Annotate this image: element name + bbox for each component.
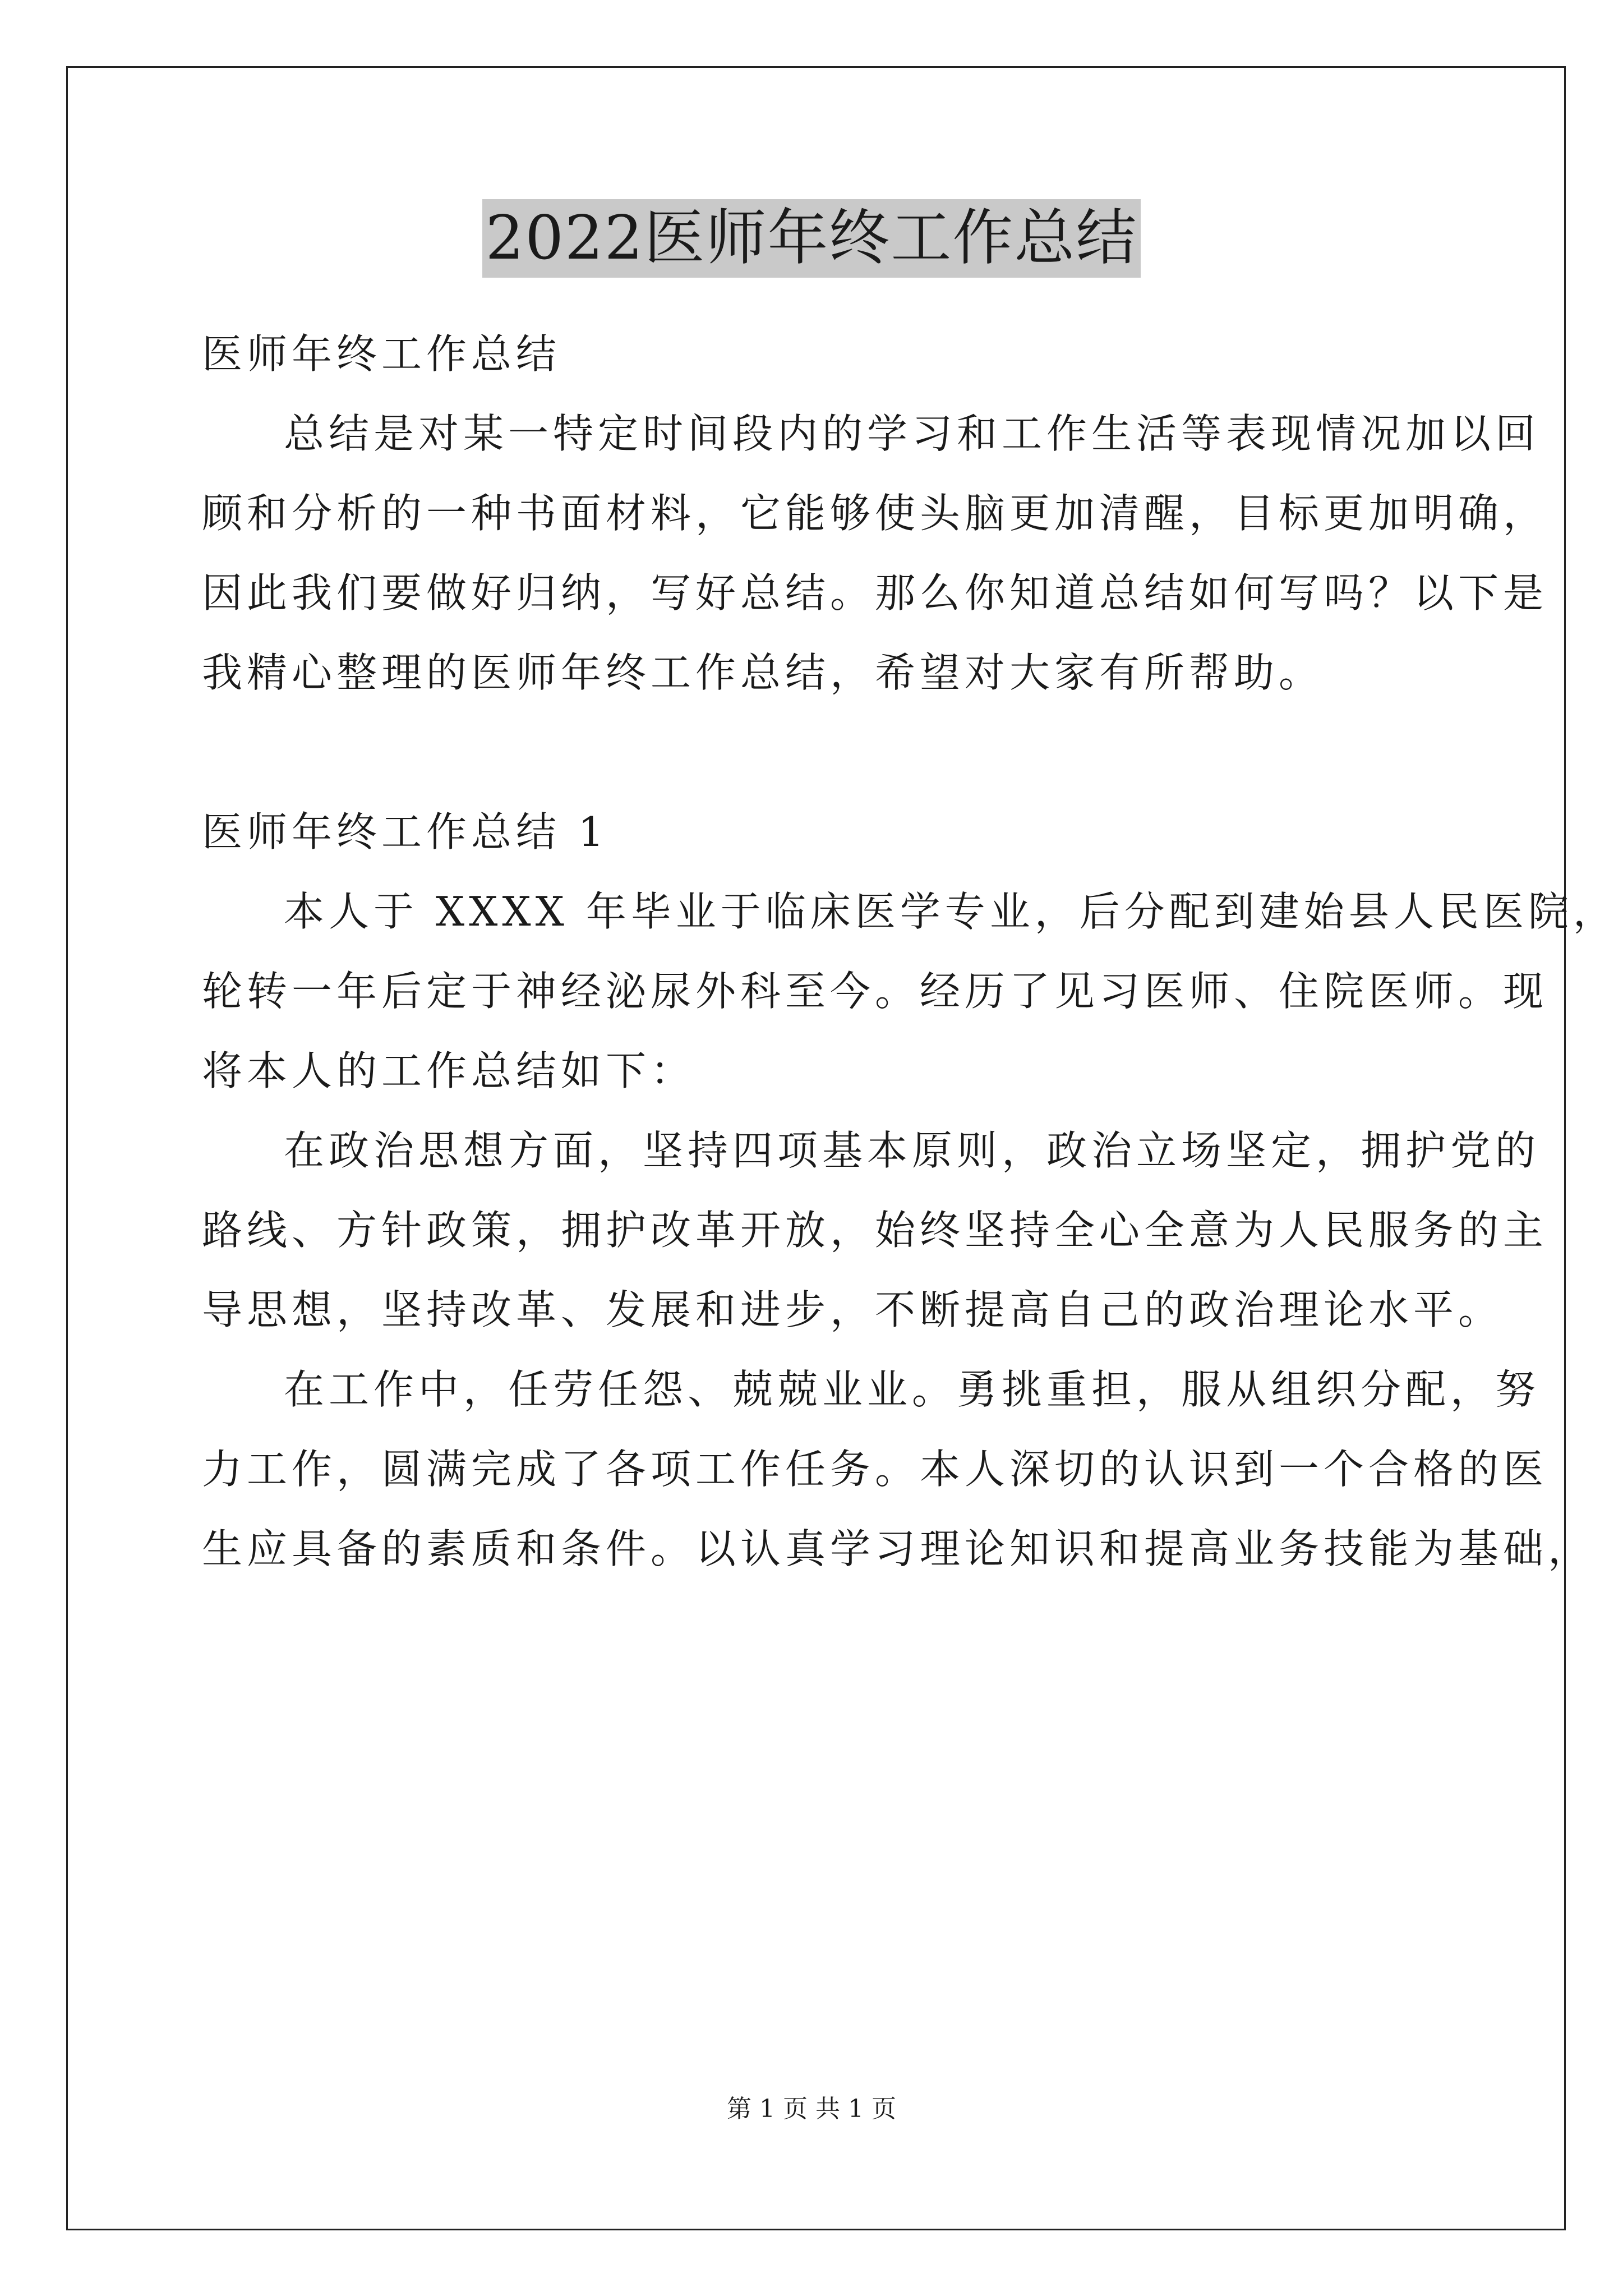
document-body: [202, 314, 1618, 1589]
text-line: 生应具备的素质和条件。以认真学习理论知识和提高业务技能为基础，: [202, 1525, 1593, 1572]
text-line: 顾和分析的一种书面材料，它能够使头脑更加清醒，目标更加明确，: [202, 490, 1548, 537]
text-line: 总结是对某一特定时间段内的学习和工作生活等表现情况加以回: [284, 410, 1541, 457]
page-footer: 第 1 页 共 1 页: [727, 2095, 896, 2123]
text-line: 将本人的工作总结如下：: [202, 1047, 696, 1094]
document-title: 2022医师年终工作总结: [482, 199, 1141, 278]
text-line: 医师年终工作总结: [202, 330, 561, 378]
text-line: 我精心整理的医师年终工作总结，希望对大家有所帮助。: [202, 649, 1324, 696]
title-container: [0, 199, 1623, 278]
text-line: 力工作，圆满完成了各项工作任务。本人深切的认识到一个合格的医: [202, 1446, 1548, 1493]
text-line: 医师年终工作总结 1: [202, 808, 608, 855]
text-line: 路线、方针政策，拥护改革开放，始终坚持全心全意为人民服务的主: [202, 1207, 1548, 1254]
text-line: 轮转一年后定于神经泌尿外科至今。经历了见习医师、住院医师。现: [202, 968, 1548, 1015]
text-line: 在政治思想方面，坚持四项基本原则，政治立场坚定，拥护党的: [284, 1127, 1541, 1174]
text-line: 在工作中，任劳任怨、兢兢业业。勇挑重担，服从组织分配，努: [284, 1366, 1541, 1413]
text-line: 导思想，坚持改革、发展和进步，不断提高自己的政治理论水平。: [202, 1286, 1504, 1333]
text-line: 因此我们要做好归纳，写好总结。那么你知道总结如何写吗？以下是: [202, 569, 1548, 616]
paragraph-gap: [202, 712, 1430, 792]
text-line: 本人于 XXXX 年毕业于临床医学专业，后分配到建始县人民医院，: [284, 888, 1618, 935]
